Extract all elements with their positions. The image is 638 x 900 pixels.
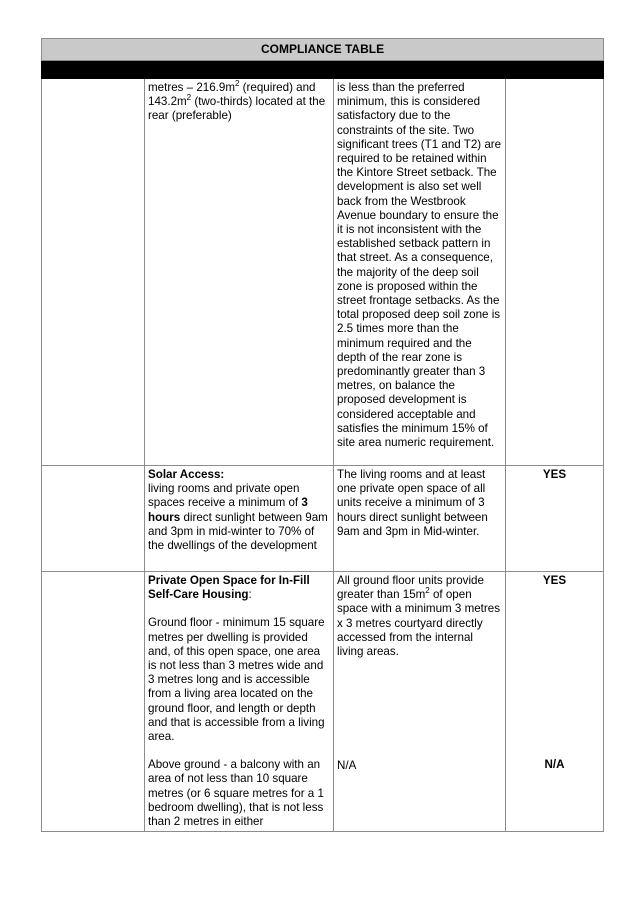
complies-cell <box>506 572 604 832</box>
requirement-paragraph: Above ground - a balcony with an area of not less than 10 square metres (or 6 square metres for a 1 bedroom dwelling), that is not less than 2 metres in either <box>148 758 324 829</box>
requirement-heading: Solar Access: <box>148 468 225 481</box>
table-row <box>42 572 604 832</box>
requirement-heading: Private Open Space for In-Fill Self-Care Housing <box>148 574 310 602</box>
comment-cell: is less than the preferred minimum, this is considered satisfactory due to the constraints of the site. Two significant trees (T1 and T2) are required to be retained within the Kintore Street setback. The development is also set well back from the Westbrook Avenue boundary to ensure the it is not inconsistent with the established setback pattern in that street. As a consequence, the majority of the deep soil zone is proposed within the street frontage setbacks. As the total proposed deep soil zone is 2.5 times more than the minimum required and the depth of the rear zone is predominantly greater than 3 metres, on balance the proposed development is considered acceptable and satisfies the minimum 15% of site area numeric requirement. <box>334 79 506 466</box>
table-title: COMPLIANCE TABLE <box>42 39 604 61</box>
empty-cell <box>42 79 145 466</box>
table-header-row <box>42 61 604 79</box>
empty-cell <box>42 572 145 832</box>
bold-value: 3 hours <box>148 496 308 524</box>
comment-cell: All ground floor units provide greater than $15m^2$ of open space with a minimum 3 metres x 3 metres courtyard directly accessed from the internal living areas. N/A <box>334 572 506 832</box>
table-row <box>42 466 604 572</box>
header-cell <box>506 61 604 79</box>
comment-na: N/A <box>337 759 357 773</box>
complies-cell <box>506 79 604 466</box>
requirement-paragraph: Ground floor - minimum 15 square metres per dwelling is provided and, of this open space, one area is not less than 3 metres wide and 3 metres long and is accessible from a living area located on the ground floor, and length or depth and that is accessible from a living area. <box>148 616 325 744</box>
requirement-cell: metres – $216.9m^2$ (required) and $143.2m^2$ (two-thirds) located at the rear (preferable) <box>145 79 334 466</box>
header-cell <box>42 61 145 79</box>
comment-cell: The living rooms and at least one private open space of all units receive a minimum of 3 hours direct sunlight between 9am and 3pm in Mid-winter. <box>334 466 506 572</box>
complies-yes: YES <box>542 574 567 587</box>
table-row <box>42 79 604 466</box>
compliance-table <box>41 38 604 832</box>
complies-cell: YES <box>506 466 604 572</box>
requirement-cell: Solar Access: living rooms and private open spaces receive a minimum of 3 hours direct sunlight between 9am and 3pm in mid-winter to 70% of the dwellings of the development <box>145 466 334 572</box>
complies-na: N/A <box>544 758 565 772</box>
empty-cell <box>42 466 145 572</box>
header-cell <box>334 61 506 79</box>
header-cell <box>145 61 334 79</box>
requirement-cell: Private Open Space for In-Fill Self-Care Housing: Ground floor - minimum 15 square metres per dwelling is provided and, of this open space, one area is not less than 3 metres wide and 3 metres long and is accessible from a living area located on the ground floor, and length or depth and that is accessible from a living area. Above ground - a balcony with an area of not less than 10 square metres (or 6 square metres for a 1 bedroom dwelling), that is not less than 2 metres in either <box>145 572 334 832</box>
